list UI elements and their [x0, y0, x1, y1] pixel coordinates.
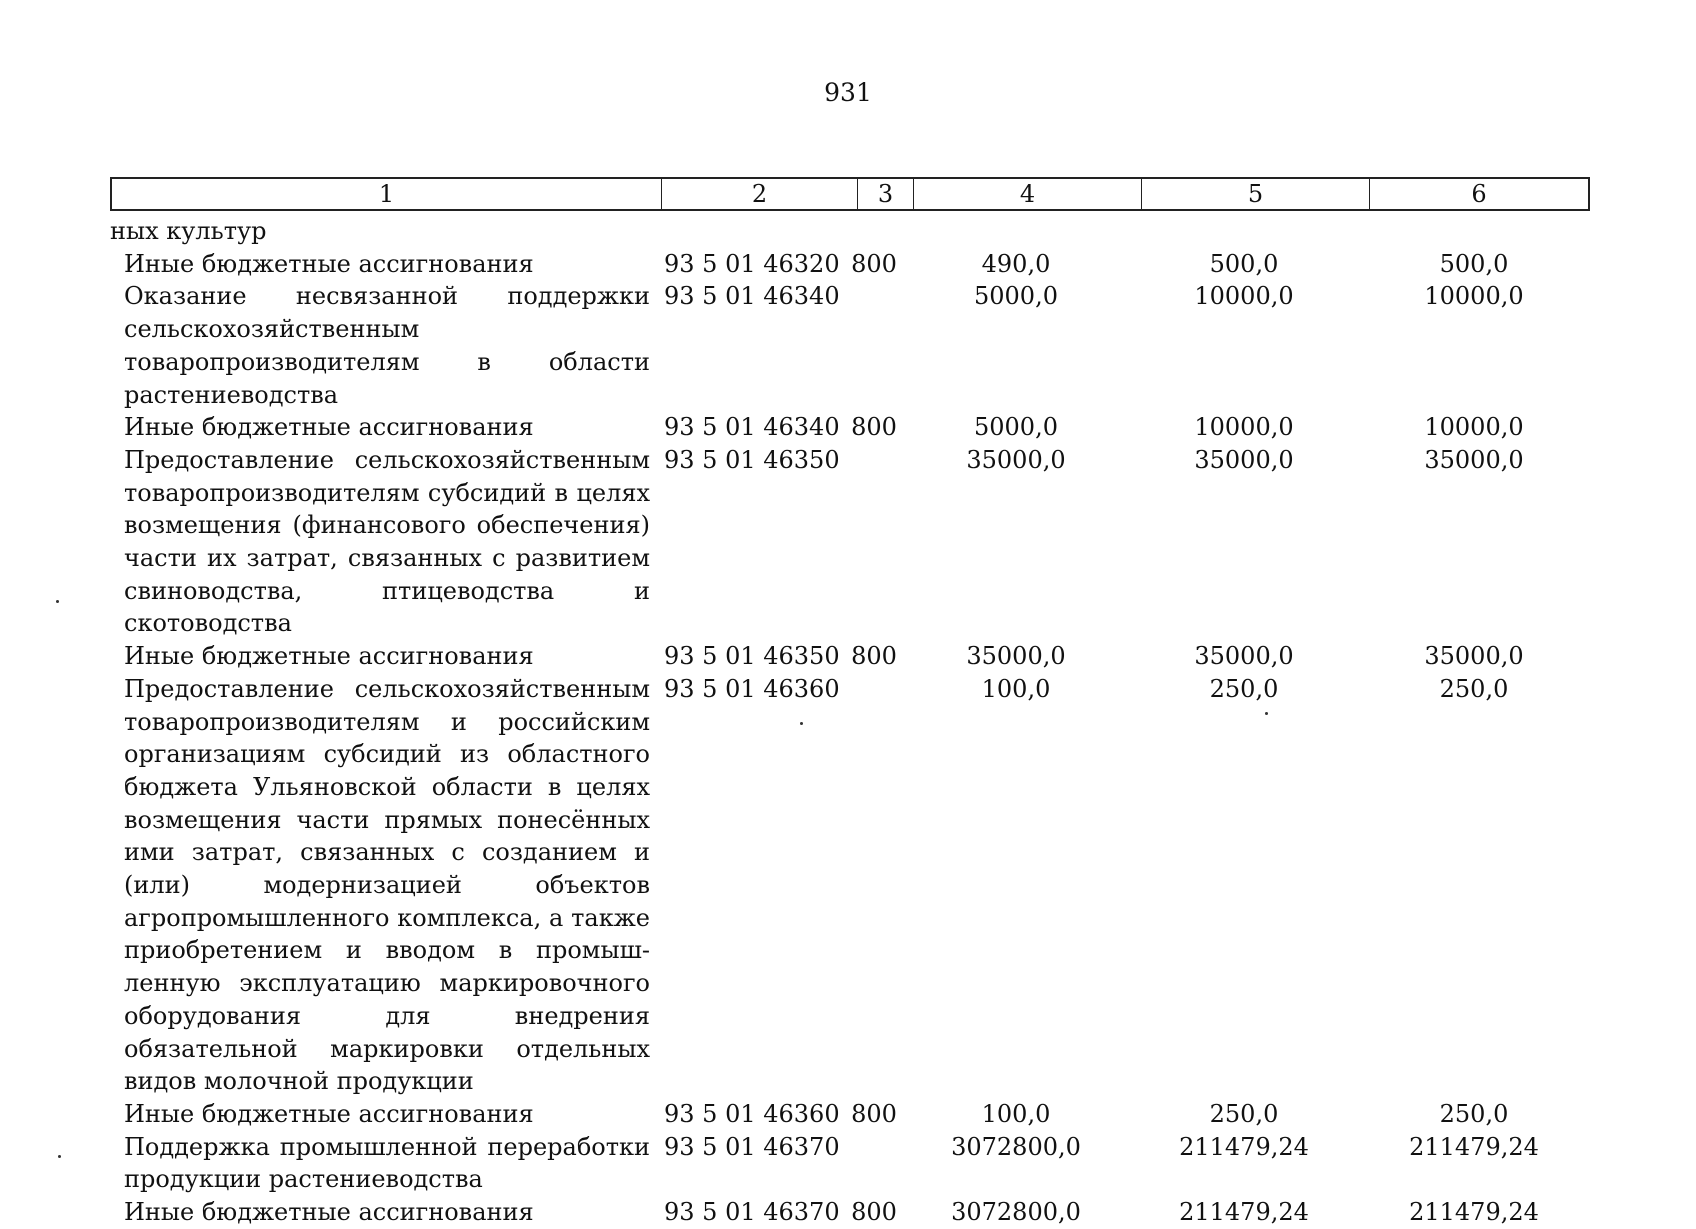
scan-speck	[1265, 712, 1268, 715]
row-code: 93 5 01 46340	[664, 413, 840, 442]
row-name: Предоставление сельскохозяйственным товаропроизводителям субсидий в целях возмещения (финансового обеспечения) части их затрат, связанных с развитием свиноводства, птицеводства и скотоводства	[124, 445, 650, 638]
table-row	[110, 280, 1590, 411]
row-value-6: 500,0	[1439, 249, 1509, 278]
row-value-6: 250,0	[1439, 1099, 1509, 1128]
row-type: 800	[851, 642, 897, 671]
row-value-6: 211479,24	[1409, 1198, 1539, 1227]
row-type: 800	[851, 1099, 897, 1128]
header-col-1: 1	[112, 179, 662, 209]
row-value-5: 211479,24	[1179, 1132, 1309, 1161]
row-value-5: 250,0	[1209, 1099, 1279, 1128]
row-value-4: 100,0	[981, 674, 1051, 703]
table-row	[110, 215, 1590, 248]
row-code: 93 5 01 46350	[664, 445, 840, 474]
row-name: Предоставление сельскохозяйственным товаропроизводителям и российским организациям субсидий из областного бюджета Ульяновской области в целях возмещения части прямых понесённых ими затрат, связанных с созданием и (или) модернизацией объектов агропромышленного комплекса, а также приобретением и вводом в промышленную эксплуатацию маркировочного оборудования для внедрения обязательной маркировки отдельных видов молочной продукции	[124, 674, 650, 1096]
row-code: 93 5 01 46360	[664, 674, 840, 703]
row-type: 800	[851, 249, 897, 278]
row-code: 93 5 01 46370	[664, 1132, 840, 1161]
row-name: ных культур	[110, 217, 267, 245]
row-value-4: 100,0	[981, 1099, 1051, 1128]
row-value-5: 250,0	[1209, 674, 1279, 703]
row-name: Иные бюджетные ассигнования	[124, 1099, 534, 1128]
table-row	[110, 1131, 1590, 1196]
header-col-4: 4	[914, 179, 1142, 209]
row-code: 93 5 01 46340	[664, 282, 840, 311]
scan-speck	[800, 722, 803, 725]
table-row	[110, 640, 1590, 673]
row-code: 93 5 01 46370	[664, 1198, 840, 1227]
header-col-6: 6	[1471, 180, 1487, 208]
row-value-5: 35000,0	[1194, 445, 1294, 474]
scan-speck	[56, 600, 59, 603]
table-row	[110, 1098, 1590, 1131]
row-value-6: 35000,0	[1424, 445, 1524, 474]
table-row	[110, 248, 1590, 281]
row-type: 800	[851, 1198, 897, 1227]
row-code: 93 5 01 46350	[664, 642, 840, 671]
row-value-4: 5000,0	[974, 413, 1058, 442]
table-body	[110, 215, 1590, 1229]
row-name: Иные бюджетные ассигнования	[124, 249, 534, 278]
row-value-5: 10000,0	[1194, 413, 1294, 442]
table-row	[110, 444, 1590, 640]
row-value-4: 3072800,0	[951, 1198, 1081, 1227]
row-value-6: 10000,0	[1424, 413, 1524, 442]
row-value-5: 10000,0	[1194, 282, 1294, 311]
row-name: Иные бюджетные ассигнования	[124, 1198, 534, 1227]
row-name: Оказание несвязанной поддержки сельскохозяйственным товаропроизводителям в области растениеводства	[124, 282, 650, 409]
table-header	[110, 177, 1590, 211]
header-col-5: 5	[1142, 179, 1370, 209]
row-value-4: 490,0	[981, 249, 1051, 278]
row-value-4: 5000,0	[974, 282, 1058, 311]
table-row	[110, 411, 1590, 444]
row-name: Поддержка промышленной переработки продукции растениеводства	[124, 1132, 650, 1194]
row-type: 800	[851, 413, 897, 442]
row-value-6: 250,0	[1439, 674, 1509, 703]
table-row	[110, 673, 1590, 1098]
scan-speck	[58, 1155, 61, 1158]
row-value-6: 211479,24	[1409, 1132, 1539, 1161]
row-value-4: 35000,0	[966, 642, 1066, 671]
row-value-4: 3072800,0	[951, 1132, 1081, 1161]
row-code: 93 5 01 46360	[664, 1099, 840, 1128]
row-value-6: 35000,0	[1424, 642, 1524, 671]
row-value-4: 35000,0	[966, 445, 1066, 474]
header-col-2: 2	[662, 179, 858, 209]
row-value-5: 35000,0	[1194, 642, 1294, 671]
row-value-5: 500,0	[1209, 249, 1279, 278]
row-value-5: 211479,24	[1179, 1198, 1309, 1227]
row-name: Иные бюджетные ассигнования	[124, 642, 534, 671]
row-value-6: 10000,0	[1424, 282, 1524, 311]
row-code: 93 5 01 46320	[664, 249, 840, 278]
row-name: Иные бюджетные ассигнования	[124, 413, 534, 442]
table-row	[110, 1196, 1590, 1229]
header-col-3: 3	[858, 179, 914, 209]
page-number: 931	[824, 78, 872, 107]
